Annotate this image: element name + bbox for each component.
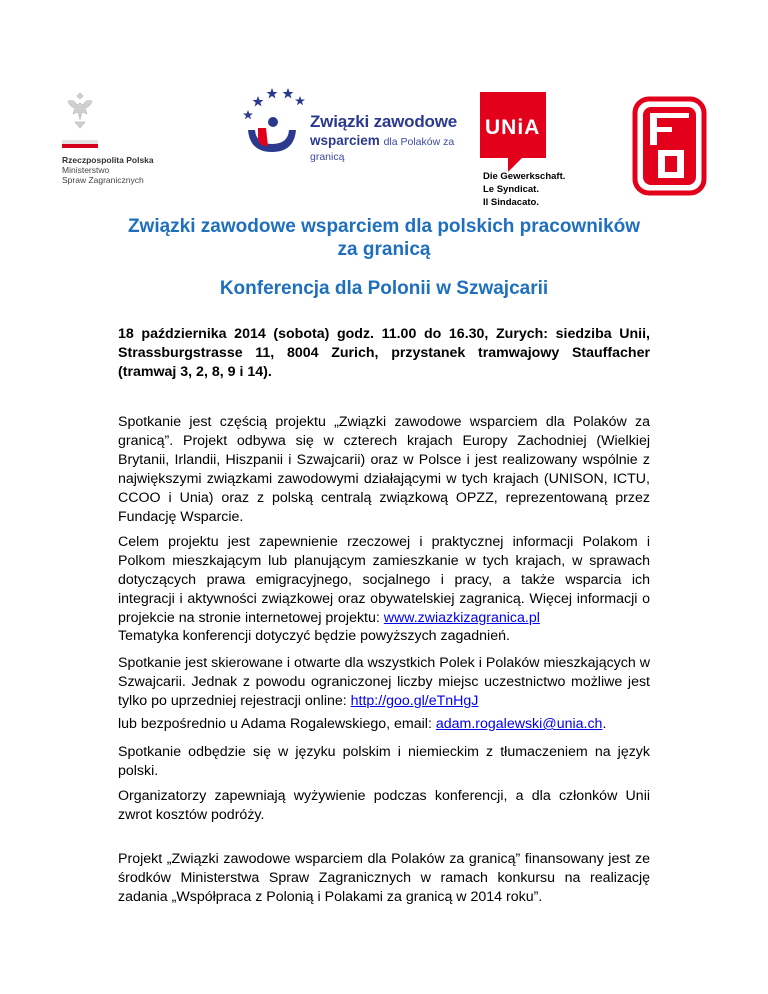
event-info: 18 października 2014 (sobota) godz. 11.00 do 16.30, Zurych: siedziba Unii, Strassburgstrasse 11, 8004 Zurich, przystanek tramwajowy Stauffacher (tramwaj 3, 2, 8, 9 i 14). [118, 326, 650, 380]
logo-header [0, 0, 768, 215]
paragraph-goal [118, 533, 650, 628]
paragraph-catering: Organizatorzy zapewniają wyżywienie podczas konferencji, a dla członków Unii zwrot kosztów podróży. [118, 788, 650, 823]
paragraph-goal-text: Celem projektu jest zapewnienie rzeczowej i praktycznej informacji Polakom i Polkom mieszkającym lub planującym zamieszkanie w tych krajach, w sprawach dotyczących prawa emigracyjnego, socjalnego i pracy, a także wsparcia ich integracji i aktywności związkowej oraz obywatelskiej zagranicą. Więcej informacji o projekcie na stronie internetowej projektu: [118, 534, 650, 626]
paragraph-contact [118, 715, 650, 734]
flag-red-stripe [62, 144, 98, 148]
paragraph-project: Spotkanie jest częścią projektu „Związki zawodowe wsparciem dla Polaków za granicą”. Projekt odbywa się w czterech krajach Europy Zachodniej (Wielkiej Brytanii, Irlandii, Hiszpanii i Szwajcarii) oraz w Polsce i jest realizowany wspólnie z największymi związkami zawodowymi działającymi w tych krajach (UNISON, ICTU, CCOO i Unia) oraz z polską centralą związkową OPZZ, reprezentowaną przez Fundację Wsparcie. [118, 414, 650, 525]
paragraph-language: Spotkanie odbędzie się w języku polskim i niemieckim z tłumaczeniem na język polski. [118, 744, 650, 779]
zz-line2-bold: wsparciem [310, 133, 380, 148]
paragraph-registration [118, 654, 650, 711]
paragraph-contact-end: . [602, 716, 607, 732]
registration-link[interactable]: http://goo.gl/eTnHgJ [350, 693, 479, 709]
page-title [60, 215, 708, 261]
unia-tagline [483, 170, 565, 209]
paragraph-funding: Projekt „Związki zawodowe wsparciem dla Polaków za granicą” finansowany jest ze środków Ministerstwa Spraw Zagranicznych w ramach konkursu na realizację zadania „Współpraca z Polonią i Polakami za granicą w 2014 roku”. [118, 851, 650, 905]
fd-emblem-icon [632, 96, 707, 196]
title-line1: Związki zawodowe wsparciem dla polskich pracowników [127, 216, 641, 237]
unia-logo [480, 92, 590, 217]
zz-stars-icon [240, 82, 310, 162]
unia-tag2: Le Syndicat. [483, 184, 539, 195]
msz-line1: Rzeczpospolita Polska [62, 155, 154, 165]
unia-red-box [480, 92, 546, 158]
polish-eagle-icon [60, 89, 100, 133]
project-website-link[interactable]: www.zwiazkizagranica.pl [383, 610, 540, 626]
unia-tag3: Il Sindacato. [483, 197, 539, 208]
zz-logo [240, 82, 465, 162]
zz-line2 [310, 133, 465, 163]
fd-logo [632, 96, 707, 196]
unia-tag1: Die Gewerkschaft. [483, 171, 566, 182]
title-line2: za granicą [337, 239, 431, 260]
paragraph-contact-text: lub bezpośrednio u Adama Rogalewskiego, email: [118, 716, 436, 732]
msz-line3: Spraw Zagranicznych [62, 175, 144, 185]
zz-line2-rest: dla Polaków za granicą [310, 136, 455, 163]
email-link[interactable]: adam.rogalewski@unia.ch [435, 716, 603, 732]
paragraph-topics: Tematyka konferencji dotyczyć będzie powyższych zagadnień. [118, 628, 510, 644]
msz-logo [58, 85, 208, 195]
paragraph-registration-text: Spotkanie jest skierowane i otwarte dla wszystkich Polek i Polaków mieszkających w Szwajcarii. Jednak z powodu ograniczonej liczby miejsc uczestnictwo możliwe jest tylko po uprzedniej rejestracji online: [118, 655, 650, 709]
unia-name: UNiA [485, 116, 541, 139]
zz-line1: Związki zawodowe [310, 112, 457, 131]
msz-logo-text [62, 155, 154, 185]
msz-line2: Ministerstwo [62, 165, 110, 175]
page-subtitle: Konferencja dla Polonii w Szwajcarii [219, 278, 549, 299]
